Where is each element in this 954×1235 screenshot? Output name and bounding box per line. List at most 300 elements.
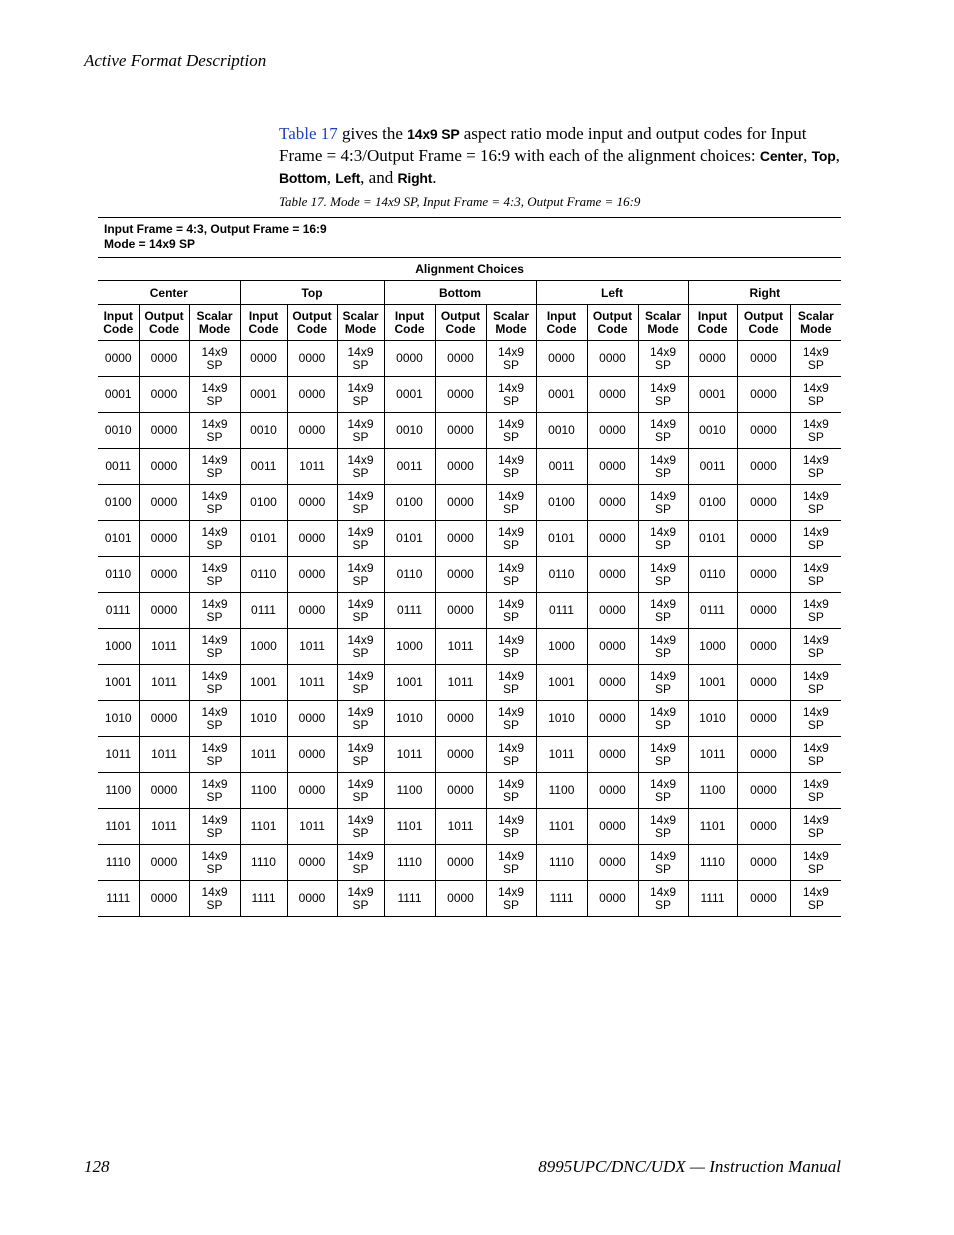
scalar-mode-cell	[189, 413, 240, 449]
input-code-cell: 0100	[384, 485, 435, 521]
input-code-cell: 1101	[240, 809, 287, 845]
input-code-cell: 0000	[688, 341, 737, 377]
scalar-mode-line-2: SP	[807, 429, 824, 444]
scalar-mode-line-1: 14x9	[201, 884, 228, 899]
input-code-cell: 0100	[240, 485, 287, 521]
scalar-mode-line-1: 14x9	[497, 560, 525, 575]
scalar-mode-line-2: SP	[352, 753, 369, 768]
scalar-mode-cell	[337, 701, 384, 737]
output-code-cell: 0000	[587, 377, 638, 413]
output-code-cell: 0000	[587, 413, 638, 449]
input-code-cell: 1110	[688, 845, 737, 881]
intro-paragraph	[279, 123, 845, 189]
scalar-mode-line-2: SP	[654, 537, 671, 552]
output-code-cell: 0000	[737, 737, 790, 773]
col-header-scalar-line-2: Mode	[495, 321, 527, 336]
output-code-cell: 0000	[435, 881, 486, 917]
scalar-mode-line-2: SP	[206, 537, 223, 552]
codes-table	[98, 257, 841, 917]
scalar-mode-line-1: 14x9	[347, 704, 374, 719]
output-code-cell: 0000	[737, 701, 790, 737]
scalar-mode-cell	[486, 809, 536, 845]
output-code-cell: 0000	[435, 377, 486, 413]
scalar-mode-cell	[486, 449, 536, 485]
input-code-cell: 0101	[240, 521, 287, 557]
input-code-cell: 1000	[536, 629, 587, 665]
table-row	[98, 557, 841, 593]
output-code-cell: 0000	[139, 701, 189, 737]
table-head-line-2: Mode = 14x9 SP	[104, 237, 196, 251]
scalar-mode-cell	[486, 341, 536, 377]
input-code-cell: 0111	[98, 593, 139, 629]
col-header-scalar-line-1: Scalar	[644, 308, 682, 323]
output-code-cell: 0000	[737, 773, 790, 809]
scalar-mode-line-1: 14x9	[201, 596, 228, 611]
input-code-cell: 0011	[688, 449, 737, 485]
scalar-mode-line-1: 14x9	[201, 668, 228, 683]
scalar-mode-line-1: 14x9	[347, 596, 374, 611]
scalar-mode-line-1: 14x9	[802, 776, 829, 791]
group-header-row	[98, 281, 841, 305]
scalar-mode-line-1: 14x9	[347, 848, 374, 863]
output-code-cell: 1011	[435, 629, 486, 665]
table-caption: Table 17. Mode = 14x9 SP, Input Frame = 4:3, Output Frame = 16:9	[279, 194, 641, 209]
output-code-cell: 1011	[435, 809, 486, 845]
scalar-mode-cell	[638, 413, 688, 449]
output-code-cell: 0000	[587, 845, 638, 881]
scalar-mode-line-2: SP	[352, 501, 369, 516]
col-header-scalar-line-2: Mode	[647, 321, 679, 336]
page-number: 128	[84, 1157, 110, 1176]
output-code-cell: 0000	[287, 557, 337, 593]
table-body	[98, 341, 841, 917]
output-code-cell: 0000	[435, 737, 486, 773]
scalar-mode-line-2: SP	[654, 681, 671, 696]
input-code-cell: 1101	[536, 809, 587, 845]
scalar-mode-line-2: SP	[502, 645, 519, 660]
scalar-mode-cell	[486, 845, 536, 881]
table-17-link[interactable]: Table 17	[279, 124, 338, 143]
col-header-scalar-mode	[337, 305, 384, 341]
input-code-cell: 1011	[240, 737, 287, 773]
scalar-mode-line-2: SP	[352, 861, 369, 876]
output-code-cell: 0000	[737, 665, 790, 701]
group-header-left: Left	[536, 281, 688, 305]
scalar-mode-line-2: SP	[807, 609, 824, 624]
scalar-mode-line-1: 14x9	[649, 812, 677, 827]
scalar-mode-line-2: SP	[807, 537, 824, 552]
scalar-mode-line-2: SP	[206, 897, 223, 912]
input-code-cell: 1000	[98, 629, 139, 665]
input-code-cell: 0011	[536, 449, 587, 485]
scalar-mode-cell	[337, 413, 384, 449]
scalar-mode-cell	[189, 773, 240, 809]
scalar-mode-line-1: 14x9	[802, 740, 829, 755]
output-code-cell: 0000	[587, 593, 638, 629]
input-code-cell: 1001	[688, 665, 737, 701]
input-code-cell: 1100	[536, 773, 587, 809]
output-code-cell: 0000	[737, 845, 790, 881]
scalar-mode-line-1: 14x9	[649, 668, 677, 683]
scalar-mode-line-2: SP	[654, 429, 671, 444]
scalar-mode-line-1: 14x9	[802, 704, 829, 719]
intro-end: .	[432, 168, 437, 187]
scalar-mode-line-1: 14x9	[497, 704, 525, 719]
input-code-cell: 1010	[384, 701, 435, 737]
scalar-mode-line-2: SP	[807, 573, 824, 588]
col-header-input-line-2: Code	[394, 321, 425, 336]
input-code-cell: 0010	[536, 413, 587, 449]
output-code-cell: 1011	[287, 809, 337, 845]
col-header-input-code	[240, 305, 287, 341]
output-code-cell: 0000	[287, 737, 337, 773]
output-code-cell: 0000	[287, 521, 337, 557]
scalar-mode-cell	[790, 377, 841, 413]
scalar-mode-line-1: 14x9	[497, 344, 525, 359]
col-header-output-code	[287, 305, 337, 341]
group-header-bottom: Bottom	[384, 281, 536, 305]
output-code-cell: 0000	[435, 701, 486, 737]
input-code-cell: 1110	[98, 845, 139, 881]
scalar-mode-line-2: SP	[807, 393, 824, 408]
output-code-cell: 0000	[587, 701, 638, 737]
scalar-mode-cell	[337, 881, 384, 917]
scalar-mode-cell	[638, 845, 688, 881]
scalar-mode-line-1: 14x9	[347, 740, 374, 755]
output-code-cell: 0000	[737, 881, 790, 917]
output-code-cell: 0000	[587, 737, 638, 773]
scalar-mode-cell	[790, 341, 841, 377]
input-code-cell: 0101	[688, 521, 737, 557]
input-code-cell: 0110	[536, 557, 587, 593]
output-code-cell: 0000	[287, 377, 337, 413]
scalar-mode-line-1: 14x9	[201, 560, 228, 575]
output-code-cell: 0000	[587, 557, 638, 593]
scalar-mode-line-1: 14x9	[497, 452, 525, 467]
scalar-mode-line-2: SP	[352, 357, 369, 372]
scalar-mode-line-2: SP	[502, 573, 519, 588]
col-header-scalar-line-1: Scalar	[196, 308, 233, 323]
scalar-mode-cell	[189, 737, 240, 773]
input-code-cell: 0100	[536, 485, 587, 521]
scalar-mode-line-1: 14x9	[201, 704, 228, 719]
scalar-mode-line-1: 14x9	[649, 632, 677, 647]
col-header-output-line-2: Code	[748, 321, 779, 336]
table-row	[98, 593, 841, 629]
input-code-cell: 1100	[98, 773, 139, 809]
scalar-mode-line-1: 14x9	[497, 776, 525, 791]
input-code-cell: 0110	[98, 557, 139, 593]
scalar-mode-line-1: 14x9	[497, 596, 525, 611]
scalar-mode-line-1: 14x9	[802, 488, 829, 503]
input-code-cell: 1010	[240, 701, 287, 737]
scalar-mode-line-1: 14x9	[201, 380, 228, 395]
input-code-cell: 0001	[688, 377, 737, 413]
scalar-mode-cell	[486, 485, 536, 521]
output-code-cell: 0000	[287, 593, 337, 629]
col-header-output-code	[587, 305, 638, 341]
table-row	[98, 413, 841, 449]
scalar-mode-cell	[486, 881, 536, 917]
output-code-cell: 1011	[287, 665, 337, 701]
col-header-output-line-1: Output	[292, 308, 332, 323]
scalar-mode-line-1: 14x9	[201, 776, 228, 791]
scalar-mode-cell	[486, 629, 536, 665]
output-code-cell: 1011	[287, 449, 337, 485]
scalar-mode-line-1: 14x9	[649, 524, 677, 539]
table-row	[98, 485, 841, 521]
input-code-cell: 1000	[688, 629, 737, 665]
scalar-mode-line-2: SP	[807, 501, 824, 516]
output-code-cell: 0000	[287, 341, 337, 377]
scalar-mode-line-2: SP	[206, 429, 223, 444]
output-code-cell: 0000	[139, 413, 189, 449]
scalar-mode-cell	[189, 449, 240, 485]
scalar-mode-cell	[638, 341, 688, 377]
table-row	[98, 845, 841, 881]
input-code-cell: 0001	[240, 377, 287, 413]
scalar-mode-line-2: SP	[502, 717, 519, 732]
group-header-top: Top	[240, 281, 384, 305]
scalar-mode-line-1: 14x9	[649, 596, 677, 611]
column-header-row	[98, 305, 841, 341]
scalar-mode-line-2: SP	[206, 609, 223, 624]
scalar-mode-line-2: SP	[502, 609, 519, 624]
kw-left: Left	[335, 170, 361, 186]
scalar-mode-cell	[486, 773, 536, 809]
input-code-cell: 1001	[240, 665, 287, 701]
scalar-mode-line-2: SP	[206, 789, 223, 804]
output-code-cell: 0000	[139, 449, 189, 485]
scalar-mode-line-2: SP	[502, 357, 519, 372]
col-header-output-line-1: Output	[592, 308, 633, 323]
scalar-mode-line-2: SP	[654, 717, 671, 732]
scalar-mode-cell	[337, 737, 384, 773]
scalar-mode-line-2: SP	[654, 573, 671, 588]
scalar-mode-line-1: 14x9	[347, 632, 374, 647]
kw-top: Top	[811, 148, 836, 164]
scalar-mode-cell	[486, 521, 536, 557]
input-code-cell: 1111	[240, 881, 287, 917]
scalar-mode-line-1: 14x9	[201, 848, 228, 863]
scalar-mode-cell	[337, 377, 384, 413]
scalar-mode-cell	[486, 377, 536, 413]
scalar-mode-cell	[638, 449, 688, 485]
scalar-mode-line-2: SP	[206, 465, 223, 480]
input-code-cell: 0011	[98, 449, 139, 485]
scalar-mode-cell	[189, 701, 240, 737]
input-code-cell: 0001	[384, 377, 435, 413]
scalar-mode-line-1: 14x9	[347, 524, 374, 539]
input-code-cell: 1000	[240, 629, 287, 665]
scalar-mode-cell	[790, 629, 841, 665]
scalar-mode-cell	[638, 629, 688, 665]
input-code-cell: 0101	[384, 521, 435, 557]
scalar-mode-line-1: 14x9	[201, 416, 228, 431]
col-header-output-line-1: Output	[440, 308, 481, 323]
col-header-input-line-2: Code	[546, 321, 577, 336]
output-code-cell: 0000	[737, 809, 790, 845]
scalar-mode-line-1: 14x9	[497, 668, 525, 683]
scalar-mode-line-2: SP	[206, 861, 223, 876]
scalar-mode-line-1: 14x9	[649, 380, 677, 395]
scalar-mode-line-2: SP	[206, 501, 223, 516]
scalar-mode-cell	[790, 593, 841, 629]
table-row	[98, 521, 841, 557]
output-code-cell: 0000	[587, 881, 638, 917]
input-code-cell: 0000	[536, 341, 587, 377]
scalar-mode-line-2: SP	[206, 717, 223, 732]
scalar-mode-cell	[638, 701, 688, 737]
scalar-mode-line-1: 14x9	[347, 488, 374, 503]
scalar-mode-line-1: 14x9	[802, 812, 829, 827]
scalar-mode-line-1: 14x9	[649, 704, 677, 719]
input-code-cell: 0111	[688, 593, 737, 629]
scalar-mode-cell	[189, 521, 240, 557]
input-code-cell: 1010	[98, 701, 139, 737]
scalar-mode-cell	[638, 485, 688, 521]
scalar-mode-line-2: SP	[502, 537, 519, 552]
scalar-mode-cell	[189, 557, 240, 593]
input-code-cell: 0000	[240, 341, 287, 377]
output-code-cell: 0000	[587, 809, 638, 845]
input-code-cell: 0100	[98, 485, 139, 521]
scalar-mode-line-1: 14x9	[347, 560, 374, 575]
scalar-mode-line-2: SP	[502, 501, 519, 516]
table-row	[98, 737, 841, 773]
input-code-cell: 1001	[384, 665, 435, 701]
input-code-cell: 1110	[536, 845, 587, 881]
output-code-cell: 0000	[287, 773, 337, 809]
scalar-mode-line-2: SP	[654, 609, 671, 624]
input-code-cell: 1011	[536, 737, 587, 773]
output-code-cell: 0000	[435, 557, 486, 593]
scalar-mode-cell	[189, 845, 240, 881]
input-code-cell: 1010	[536, 701, 587, 737]
input-code-cell: 0101	[98, 521, 139, 557]
scalar-mode-line-1: 14x9	[201, 632, 228, 647]
output-code-cell: 0000	[435, 773, 486, 809]
scalar-mode-line-2: SP	[502, 789, 519, 804]
mode-keyword: 14x9 SP	[407, 126, 460, 142]
input-code-cell: 1010	[688, 701, 737, 737]
scalar-mode-line-2: SP	[807, 861, 824, 876]
scalar-mode-line-1: 14x9	[649, 848, 677, 863]
input-code-cell: 0000	[384, 341, 435, 377]
scalar-mode-cell	[189, 593, 240, 629]
output-code-cell: 0000	[587, 449, 638, 485]
output-code-cell: 1011	[435, 665, 486, 701]
output-code-cell: 0000	[287, 701, 337, 737]
output-code-cell: 0000	[139, 845, 189, 881]
scalar-mode-cell	[189, 665, 240, 701]
scalar-mode-line-1: 14x9	[497, 812, 525, 827]
scalar-mode-cell	[638, 557, 688, 593]
scalar-mode-line-1: 14x9	[201, 452, 228, 467]
input-code-cell: 1101	[98, 809, 139, 845]
input-code-cell: 0001	[98, 377, 139, 413]
output-code-cell: 1011	[139, 629, 189, 665]
scalar-mode-line-1: 14x9	[802, 668, 829, 683]
table-head-line-1: Input Frame = 4:3, Output Frame = 16:9	[104, 222, 327, 236]
table-row	[98, 701, 841, 737]
input-code-cell: 0111	[384, 593, 435, 629]
scalar-mode-line-2: SP	[654, 861, 671, 876]
scalar-mode-line-2: SP	[654, 897, 671, 912]
col-header-scalar-line-1: Scalar	[342, 308, 379, 323]
scalar-mode-line-1: 14x9	[802, 524, 829, 539]
scalar-mode-line-2: SP	[654, 393, 671, 408]
output-code-cell: 0000	[587, 629, 638, 665]
scalar-mode-line-1: 14x9	[497, 740, 525, 755]
output-code-cell: 0000	[737, 629, 790, 665]
col-header-input-line-1: Input	[697, 308, 728, 323]
scalar-mode-cell	[189, 629, 240, 665]
output-code-cell: 0000	[737, 593, 790, 629]
col-header-input-code	[536, 305, 587, 341]
scalar-mode-line-1: 14x9	[802, 452, 829, 467]
scalar-mode-line-1: 14x9	[347, 884, 374, 899]
input-code-cell: 1001	[536, 665, 587, 701]
scalar-mode-cell	[638, 593, 688, 629]
col-header-scalar-mode	[189, 305, 240, 341]
output-code-cell: 1011	[139, 809, 189, 845]
scalar-mode-line-2: SP	[502, 825, 519, 840]
scalar-mode-line-1: 14x9	[802, 344, 829, 359]
scalar-mode-line-2: SP	[654, 789, 671, 804]
scalar-mode-cell	[189, 485, 240, 521]
col-header-scalar-line-2: Mode	[344, 321, 377, 336]
scalar-mode-line-1: 14x9	[649, 488, 677, 503]
scalar-mode-line-1: 14x9	[649, 776, 677, 791]
scalar-mode-cell	[337, 629, 384, 665]
intro-sep-2: ,	[835, 146, 840, 165]
scalar-mode-cell	[337, 665, 384, 701]
scalar-mode-line-1: 14x9	[347, 344, 374, 359]
table-head-block	[98, 217, 841, 257]
output-code-cell: 1011	[287, 629, 337, 665]
scalar-mode-line-2: SP	[352, 825, 369, 840]
scalar-mode-line-1: 14x9	[347, 776, 374, 791]
scalar-mode-cell	[486, 593, 536, 629]
scalar-mode-cell	[486, 737, 536, 773]
col-header-input-code	[384, 305, 435, 341]
output-code-cell: 0000	[587, 485, 638, 521]
output-code-cell: 0000	[587, 773, 638, 809]
intro-text-1: gives the	[337, 124, 408, 143]
scalar-mode-cell	[638, 809, 688, 845]
output-code-cell: 1011	[139, 665, 189, 701]
scalar-mode-line-2: SP	[807, 789, 824, 804]
output-code-cell: 0000	[287, 845, 337, 881]
scalar-mode-line-2: SP	[502, 681, 519, 696]
scalar-mode-line-2: SP	[502, 897, 519, 912]
input-code-cell: 0010	[384, 413, 435, 449]
scalar-mode-line-1: 14x9	[802, 596, 829, 611]
col-header-scalar-line-2: Mode	[198, 321, 231, 336]
scalar-mode-line-2: SP	[352, 537, 369, 552]
scalar-mode-cell	[790, 485, 841, 521]
output-code-cell: 0000	[139, 773, 189, 809]
table-row	[98, 377, 841, 413]
output-code-cell: 0000	[287, 881, 337, 917]
scalar-mode-cell	[638, 737, 688, 773]
input-code-cell: 1101	[384, 809, 435, 845]
input-code-cell: 0110	[384, 557, 435, 593]
col-header-output-line-2: Code	[149, 321, 179, 336]
scalar-mode-line-2: SP	[206, 681, 223, 696]
scalar-mode-line-2: SP	[206, 825, 223, 840]
